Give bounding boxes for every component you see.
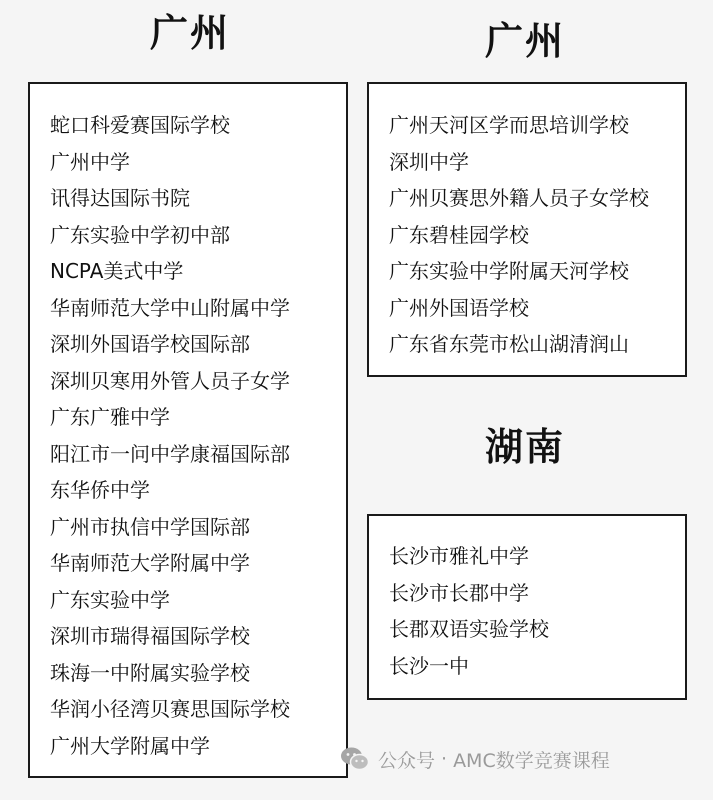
- list-item: 蛇口科爱赛国际学校: [50, 113, 230, 137]
- list-item: 广东省东莞市松山湖清润山: [389, 332, 629, 356]
- list-item: 东华侨中学: [50, 478, 150, 502]
- list-item: 华南师范大学中山附属中学: [50, 295, 290, 320]
- list-item: 深圳市瑞得福国际学校: [50, 624, 250, 648]
- list-item: 广州贝赛思外籍人员子女学校: [389, 186, 649, 210]
- list-item: 长沙市雅礼中学: [389, 544, 529, 568]
- wechat-icon: [340, 746, 370, 772]
- list-item: NCPA美式中学: [50, 259, 184, 283]
- watermark-separator: ·: [441, 748, 448, 770]
- list-item: 广东实验中学: [50, 587, 170, 612]
- list-item: 广州中学: [50, 149, 130, 174]
- list-item: 长沙一中: [389, 653, 469, 678]
- list-item: 广东广雅中学: [50, 405, 170, 429]
- list-item: 广东碧桂园学校: [389, 222, 529, 247]
- section-title-guangzhou-right: 广州: [484, 19, 565, 63]
- section-title-hunan: 湖南: [484, 425, 565, 469]
- list-item: 阳江市一问中学康福国际部: [50, 441, 290, 466]
- list-item: 华南师范大学附属中学: [50, 551, 250, 575]
- school-list: [389, 538, 549, 684]
- school-list-box-hunan: [367, 514, 687, 700]
- section-title-guangzhou-left: 广州: [149, 11, 230, 55]
- school-list: [50, 107, 290, 764]
- list-item: 深圳外国语学校国际部: [50, 332, 250, 356]
- watermark: [340, 744, 610, 774]
- list-item: 广州大学附属中学: [50, 733, 210, 758]
- list-item: 广东实验中学附属天河学校: [389, 259, 629, 283]
- list-item: 广东实验中学初中部: [50, 222, 230, 247]
- school-list-box-guangzhou-right: [367, 82, 687, 377]
- school-list-box-guangzhou-left: [28, 82, 348, 778]
- list-item: 广州天河区学而思培训学校: [389, 113, 629, 137]
- school-list: [389, 107, 649, 363]
- watermark-name: AMC数学竞赛课程: [453, 749, 610, 772]
- list-item: 讯得达国际书院: [50, 186, 190, 210]
- list-item: 深圳中学: [389, 149, 469, 174]
- list-item: 广州市执信中学国际部: [50, 514, 250, 539]
- list-item: 广州外国语学校: [389, 295, 529, 320]
- list-item: 长郡双语实验学校: [389, 617, 549, 641]
- list-item: 深圳贝寒用外管人员子女学: [50, 368, 290, 393]
- list-item: 珠海一中附属实验学校: [50, 660, 250, 685]
- watermark-account-label: 公众号: [378, 749, 436, 772]
- list-item: 长沙市长郡中学: [389, 580, 529, 605]
- list-item: 华润小径湾贝赛思国际学校: [50, 697, 290, 721]
